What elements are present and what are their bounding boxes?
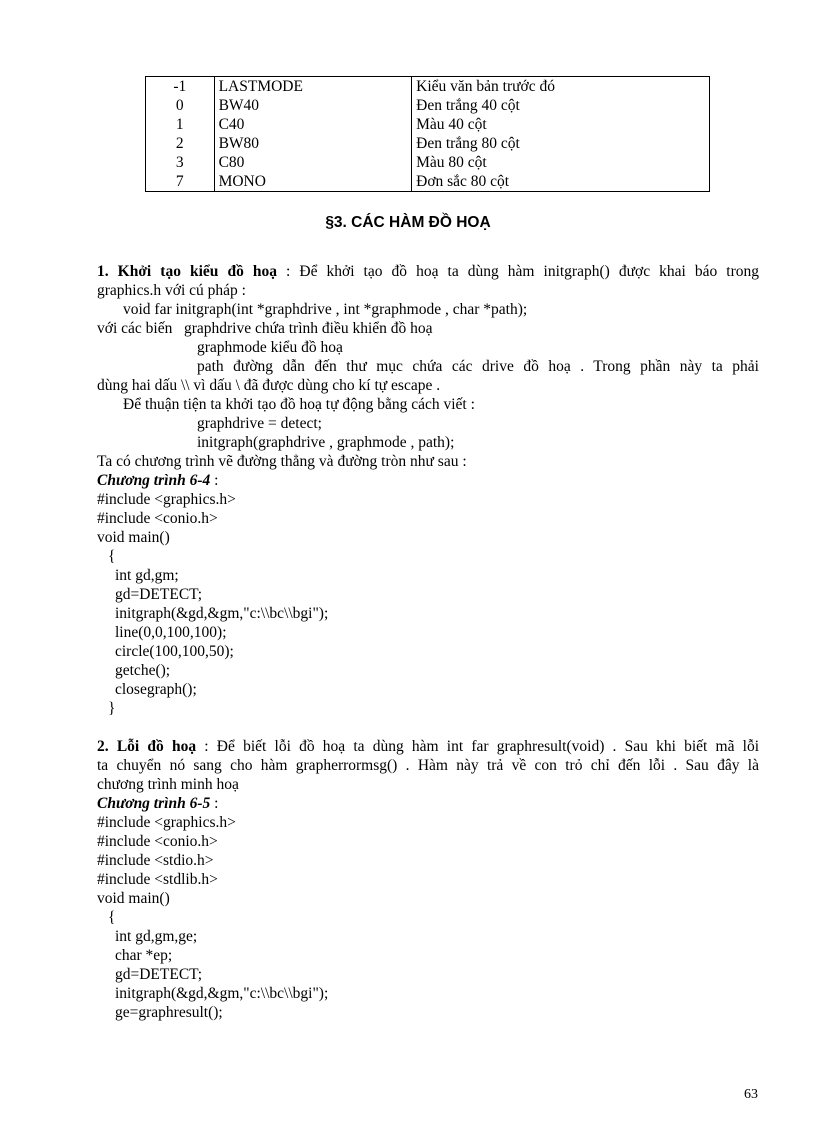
- mode-desc: Màu 80 cột: [412, 153, 710, 172]
- mode-desc: Đơn sắc 80 cột: [412, 172, 710, 192]
- code-line: ge=graphresult();: [115, 1004, 223, 1021]
- mode-code: 1: [146, 115, 215, 134]
- table-row: [146, 172, 710, 192]
- sec1-intro-line2: graphics.h với cú pháp :: [97, 282, 246, 299]
- code-line: #include <stdio.h>: [97, 852, 214, 869]
- mode-code: 3: [146, 153, 215, 172]
- code-line: {: [108, 909, 116, 926]
- code-line: void main(): [97, 890, 170, 907]
- mode-name: MONO: [214, 172, 412, 192]
- code-line: gd=DETECT;: [115, 966, 203, 983]
- table-row: [146, 77, 710, 97]
- mode-name: C80: [214, 153, 412, 172]
- code-line: line(0,0,100,100);: [115, 624, 227, 641]
- vars-lead: với các biến graphdrive chứa trình điều khiển đồ hoạ: [97, 320, 433, 337]
- syntax-line: void far initgraph(int *graphdrive , int *graphmode , char *path);: [123, 301, 528, 318]
- mode-code: 7: [146, 172, 215, 192]
- program-label-6-5: [97, 794, 759, 813]
- sec2-text2-span: ta chuyển nó sang cho hàm grapherrormsg() . Hàm này trả về con trỏ chỉ đến lỗi . Sau đây là: [97, 757, 759, 774]
- program-label-6-4: [97, 471, 759, 490]
- code-line: int gd,gm;: [115, 567, 179, 584]
- var-mode: graphmode kiểu đồ hoạ: [197, 339, 343, 356]
- code-line: initgraph(&gd,&gm,"c:\\bc\\bgi");: [115, 605, 329, 622]
- code-line: {: [108, 548, 116, 565]
- sec2-text2: [97, 756, 759, 775]
- code-line: char *ep;: [115, 947, 173, 964]
- program-label-text: Chương trình 6-4: [97, 472, 211, 489]
- program-label-text: Chương trình 6-5: [97, 795, 211, 812]
- program-label-colon: :: [210, 472, 219, 489]
- mode-name: BW80: [214, 134, 412, 153]
- auto-code2: initgraph(graphdrive , graphmode , path);: [197, 434, 455, 451]
- sec1-intro: [97, 262, 759, 281]
- code-line: circle(100,100,50);: [115, 643, 234, 660]
- page-number: 63: [744, 1087, 758, 1102]
- table-row: [146, 153, 710, 172]
- code-line: #include <stdlib.h>: [97, 871, 218, 888]
- mode-code: -1: [146, 77, 215, 97]
- sec1-intro-text: : Để khởi tạo đồ hoạ ta dùng hàm initgraph() được khai báo trong: [277, 263, 759, 280]
- sec2-intro: [97, 737, 759, 756]
- sec2-heading: 2. Lỗi đồ hoạ: [97, 738, 197, 755]
- mode-desc: Đen trắng 40 cột: [412, 96, 710, 115]
- table-row: [146, 115, 710, 134]
- text-modes-table: [145, 76, 710, 192]
- mode-code: 0: [146, 96, 215, 115]
- section-heading: §3. CÁC HÀM ĐỒ HOẠ: [325, 214, 491, 231]
- code-line: }: [108, 700, 116, 717]
- mode-name: C40: [214, 115, 412, 134]
- code-line: #include <graphics.h>: [97, 814, 236, 831]
- code-line: closegraph();: [115, 681, 197, 698]
- mode-name: LASTMODE: [214, 77, 412, 97]
- code-line: int gd,gm,ge;: [115, 928, 198, 945]
- code-line: #include <graphics.h>: [97, 491, 236, 508]
- program-label-colon: :: [210, 795, 219, 812]
- table-row: [146, 96, 710, 115]
- code-line: getche();: [115, 662, 171, 679]
- sec2-text3: chương trình minh hoạ: [97, 776, 239, 793]
- sec2-text1: : Để biết lỗi đồ hoạ ta dùng hàm int far graphresult(void) . Sau khi biết mã lỗi: [196, 738, 759, 755]
- var-path-line2: dùng hai dấu \\ vì dấu \ đã được dùng cho kí tự escape .: [97, 377, 441, 394]
- code-line: #include <conio.h>: [97, 833, 218, 850]
- auto-intro: Để thuận tiện ta khởi tạo đồ hoạ tự động bằng cách viết :: [123, 396, 475, 413]
- code-line: void main(): [97, 529, 170, 546]
- auto-code1: graphdrive = detect;: [197, 415, 322, 432]
- mode-desc: Kiểu văn bản trước đó: [412, 77, 710, 97]
- spacer: [97, 718, 759, 737]
- code-line: gd=DETECT;: [115, 586, 203, 603]
- mode-name: BW40: [214, 96, 412, 115]
- program-intro: Ta có chương trình vẽ đường thẳng và đường tròn như sau :: [97, 453, 467, 470]
- table-row: [146, 134, 710, 153]
- var-path-text: path đường dẫn đến thư mục chứa các drive đồ hoạ . Trong phần này ta phải: [197, 358, 759, 375]
- sec1-heading: 1. Khởi tạo kiểu đồ hoạ: [97, 263, 277, 280]
- mode-desc: Đen trắng 80 cột: [412, 134, 710, 153]
- mode-desc: Màu 40 cột: [412, 115, 710, 134]
- code-line: initgraph(&gd,&gm,"c:\\bc\\bgi");: [115, 985, 329, 1002]
- mode-code: 2: [146, 134, 215, 153]
- var-path: [97, 357, 759, 376]
- code-line: #include <conio.h>: [97, 510, 218, 527]
- body-text: [97, 262, 759, 1022]
